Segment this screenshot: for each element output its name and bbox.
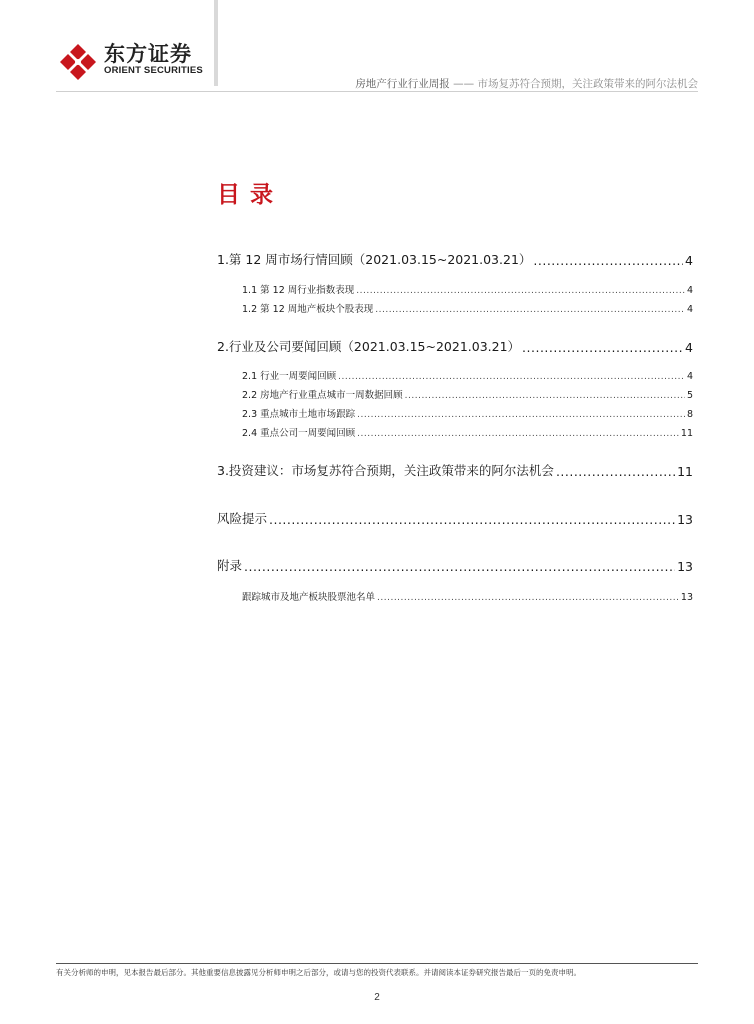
toc-entry-page: 4: [685, 253, 693, 268]
toc-entry-page: 11: [677, 464, 693, 479]
toc-entry-label: 1.第 12 周市场行情回顾（2021.03.15~2021.03.21）: [217, 252, 532, 267]
toc-entry-1-1[interactable]: [242, 282, 693, 296]
toc-entry-2[interactable]: [217, 337, 693, 355]
toc-leader-dots: [405, 391, 685, 401]
toc-leader-dots: [556, 464, 675, 479]
toc-entry-page: 4: [685, 340, 693, 355]
toc-entry-label: 2.2 房地产行业重点城市一周数据回顾: [242, 390, 403, 401]
logo-text-cn: 东方证券: [104, 42, 192, 66]
toc-entry-page: 13: [677, 559, 693, 574]
toc-entry-page: 13: [680, 592, 693, 603]
page-number: 2: [374, 992, 380, 1003]
toc-entry-2-4[interactable]: [242, 425, 693, 439]
footer-disclaimer: 有关分析师的申明，见本报告最后部分。其他重要信息披露见分析师申明之后部分，或请与您的投资代表联系。并请阅读本证券研究报告最后一页的免责申明。: [56, 968, 581, 977]
toc-leader-dots: [356, 286, 685, 296]
toc-leader-dots: [375, 305, 685, 315]
report-subtitle: 市场复苏符合预期，关注政策带来的阿尔法机会: [477, 78, 698, 90]
toc-entry-2-3[interactable]: [242, 406, 693, 420]
toc-heading: 目录: [217, 182, 283, 208]
header-separator: ——: [449, 78, 478, 90]
report-header: [355, 76, 698, 91]
toc-entry-appendix[interactable]: [217, 556, 693, 574]
toc-entry-label: 2.行业及公司要闻回顾（2021.03.15~2021.03.21）: [217, 339, 521, 354]
toc-entry-label: 2.1 行业一周要闻回顾: [242, 371, 337, 382]
toc-entry-2-2[interactable]: [242, 387, 693, 401]
footer-divider: [56, 963, 698, 964]
logo-text-en: ORIENT SECURITIES: [104, 65, 203, 76]
toc-entry-1-2[interactable]: [242, 301, 693, 315]
toc-leader-dots: [357, 410, 685, 420]
toc-entry-page: 4: [686, 371, 693, 382]
toc-entry-label: 风险提示: [217, 511, 268, 526]
toc-entry-page: 13: [677, 512, 693, 527]
toc-entry-appendix-1[interactable]: [242, 589, 693, 603]
toc-leader-dots: [269, 512, 675, 527]
toc-leader-dots: [377, 593, 679, 603]
toc-entry-2-1[interactable]: [242, 368, 693, 382]
toc-leader-dots: [338, 372, 685, 382]
toc-entry-label: 1.1 第 12 周行业指数表现: [242, 285, 355, 296]
toc-leader-dots: [533, 253, 683, 268]
report-type: 房地产行业行业周报: [355, 78, 450, 90]
toc-leader-dots: [244, 559, 675, 574]
toc-entry-label: 3.投资建议：市场复苏符合预期，关注政策带来的阿尔法机会: [217, 463, 554, 478]
toc-entry-label: 附录: [217, 558, 243, 573]
toc-entry-page: 4: [686, 285, 693, 296]
toc-leader-dots: [357, 429, 679, 439]
toc-entry-label: 2.4 重点公司一周要闻回顾: [242, 428, 356, 439]
toc-entry-label: 2.3 重点城市土地市场跟踪: [242, 409, 356, 420]
toc-entry-1[interactable]: [217, 250, 693, 268]
company-logo: [58, 36, 218, 82]
toc-entry-3[interactable]: [217, 461, 693, 479]
orient-logo-icon: [58, 42, 98, 82]
toc-entry-page: 4: [686, 304, 693, 315]
toc-entry-page: 5: [686, 390, 693, 401]
toc-entry-label: 跟踪城市及地产板块股票池名单: [242, 592, 376, 603]
header-divider: [56, 91, 698, 92]
toc-entry-page: 11: [680, 428, 693, 439]
toc-entry-risk[interactable]: [217, 509, 693, 527]
toc-leader-dots: [522, 340, 683, 355]
toc-entry-page: 8: [686, 409, 693, 420]
toc-entry-label: 1.2 第 12 周地产板块个股表现: [242, 304, 374, 315]
